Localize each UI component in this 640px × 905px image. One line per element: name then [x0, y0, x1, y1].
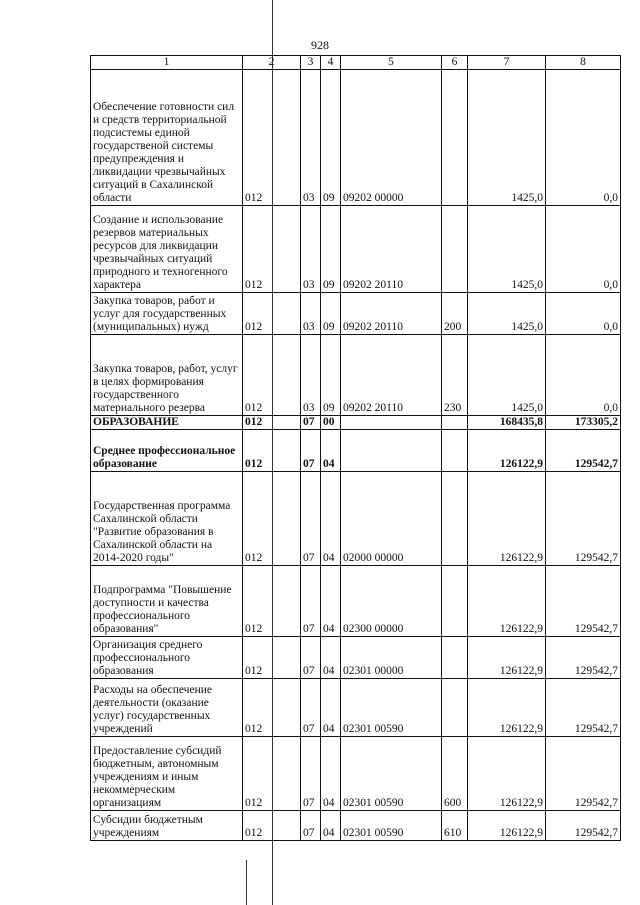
row-name: [91, 293, 243, 335]
amount-year-1: 126122,9: [468, 637, 546, 679]
section-code: 07: [301, 679, 321, 737]
target-article-code: 02301 00590: [341, 811, 442, 841]
target-article-code: 09202 20110: [341, 293, 442, 335]
expense-type-code: [442, 637, 468, 679]
subsection-code: 04: [321, 737, 341, 811]
subsection-code: 09: [321, 206, 341, 293]
row-name: [91, 737, 243, 811]
row-name-text: Предоставление субсидий бюджетным, автономным учреждениям и иным некоммерческим организациям: [93, 745, 222, 809]
expense-type-code: 610: [442, 811, 468, 841]
table-row: [91, 679, 621, 737]
row-name-text: Подпрограмма "Повышение доступности и качества профессионального образования": [93, 584, 232, 635]
amount-year-2: 0,0: [546, 335, 621, 416]
column-header-6: 6: [442, 56, 468, 70]
table-body: [91, 70, 621, 841]
subsection-code: 04: [321, 472, 341, 566]
amount-year-1: 126122,9: [468, 679, 546, 737]
table-row: [91, 566, 621, 637]
amount-year-2: 173305,2: [546, 416, 621, 430]
section-code: 03: [301, 206, 321, 293]
amount-year-2: 0,0: [546, 293, 621, 335]
ministry-code: 012: [243, 679, 301, 737]
row-name-text: ОБРАЗОВАНИЕ: [93, 416, 179, 428]
amount-year-1: 126122,9: [468, 737, 546, 811]
row-name: [91, 70, 243, 206]
table-row: [91, 70, 621, 206]
target-article-code: 09202 20110: [341, 335, 442, 416]
amount-year-1: 1425,0: [468, 206, 546, 293]
ministry-code: 012: [243, 737, 301, 811]
scan-artifact-line: [246, 860, 247, 905]
row-name-text: Закупка товаров, работ и услуг для государственных (муниципальных) нужд: [93, 295, 227, 333]
column-header-3: 3: [301, 56, 321, 70]
row-name: [91, 566, 243, 637]
amount-year-1: 1425,0: [468, 293, 546, 335]
expense-type-code: 230: [442, 335, 468, 416]
subsection-code: 04: [321, 679, 341, 737]
expense-type-code: [442, 416, 468, 430]
ministry-code: 012: [243, 416, 301, 430]
target-article-code: 09202 20110: [341, 206, 442, 293]
ministry-code: 012: [243, 472, 301, 566]
row-name: [91, 206, 243, 293]
row-name-text: Государственная программа Сахалинской области "Развитие образования в Сахалинской области на 2014-2020 годы": [93, 500, 231, 564]
target-article-code: 09202 00000: [341, 70, 442, 206]
section-code: 07: [301, 811, 321, 841]
header-row: [91, 56, 621, 70]
subsection-code: 09: [321, 70, 341, 206]
row-name-text: Среднее профессиональное образование: [93, 445, 236, 470]
section-code: 03: [301, 335, 321, 416]
amount-year-1: 126122,9: [468, 430, 546, 472]
ministry-code: 012: [243, 566, 301, 637]
row-name: [91, 472, 243, 566]
column-header-5: 5: [341, 56, 442, 70]
amount-year-1: 126122,9: [468, 472, 546, 566]
row-name: [91, 416, 243, 430]
budget-table: [90, 55, 621, 841]
amount-year-2: 129542,7: [546, 737, 621, 811]
expense-type-code: 600: [442, 737, 468, 811]
subsection-code: 04: [321, 811, 341, 841]
section-code: 07: [301, 566, 321, 637]
amount-year-2: 129542,7: [546, 430, 621, 472]
expense-type-code: [442, 206, 468, 293]
ministry-code: 012: [243, 335, 301, 416]
expense-type-code: [442, 472, 468, 566]
ministry-code: 012: [243, 293, 301, 335]
amount-year-1: 1425,0: [468, 70, 546, 206]
table-row: [91, 737, 621, 811]
row-name-text: Организация среднего профессионального образования: [93, 639, 203, 677]
amount-year-2: 129542,7: [546, 566, 621, 637]
row-name-text: Обеспечение готовности сил и средств территориальной подсистемы единой государственой системы предупреждения и ликвидации чрезвычайных ситуаций в Сахалинской области: [93, 101, 235, 204]
subsection-code: 09: [321, 293, 341, 335]
row-name: [91, 335, 243, 416]
section-code: 07: [301, 737, 321, 811]
row-name: [91, 430, 243, 472]
column-header-1: 1: [91, 56, 243, 70]
expense-type-code: 200: [442, 293, 468, 335]
table-row: [91, 206, 621, 293]
amount-year-2: 129542,7: [546, 637, 621, 679]
column-header-2: 2: [243, 56, 301, 70]
table-row: [91, 335, 621, 416]
amount-year-2: 0,0: [546, 70, 621, 206]
ministry-code: 012: [243, 430, 301, 472]
row-name: [91, 637, 243, 679]
table-row: [91, 416, 621, 430]
ministry-code: 012: [243, 637, 301, 679]
row-name: [91, 679, 243, 737]
amount-year-1: 126122,9: [468, 811, 546, 841]
expense-type-code: [442, 70, 468, 206]
section-code: 07: [301, 637, 321, 679]
amount-year-1: 1425,0: [468, 335, 546, 416]
subsection-code: 04: [321, 566, 341, 637]
ministry-code: 012: [243, 70, 301, 206]
section-code: 07: [301, 430, 321, 472]
amount-year-2: 129542,7: [546, 811, 621, 841]
amount-year-1: 126122,9: [468, 566, 546, 637]
section-code: 07: [301, 472, 321, 566]
column-header-7: 7: [468, 56, 546, 70]
expense-type-code: [442, 679, 468, 737]
section-code: 03: [301, 293, 321, 335]
ministry-code: 012: [243, 811, 301, 841]
amount-year-2: 0,0: [546, 206, 621, 293]
target-article-code: 02000 00000: [341, 472, 442, 566]
expense-type-code: [442, 566, 468, 637]
amount-year-2: 129542,7: [546, 679, 621, 737]
row-name-text: Создание и использование резервов материальных ресурсов для ликвидации чрезвычайных ситуаций природного и техногенного характера: [93, 214, 228, 291]
subsection-code: 00: [321, 416, 341, 430]
table-row: [91, 472, 621, 566]
column-header-8: 8: [546, 56, 621, 70]
target-article-code: 02301 00000: [341, 637, 442, 679]
table-row: [91, 430, 621, 472]
target-article-code: 02300 00000: [341, 566, 442, 637]
target-article-code: [341, 416, 442, 430]
row-name-text: Закупка товаров, работ, услуг в целях формирования государственного материального резерва: [93, 363, 238, 414]
ministry-code: 012: [243, 206, 301, 293]
table-row: [91, 637, 621, 679]
expense-type-code: [442, 430, 468, 472]
page-number: 928: [311, 38, 329, 52]
table-row: [91, 293, 621, 335]
subsection-code: 04: [321, 430, 341, 472]
target-article-code: 02301 00590: [341, 737, 442, 811]
table-row: [91, 811, 621, 841]
amount-year-2: 129542,7: [546, 472, 621, 566]
subsection-code: 04: [321, 637, 341, 679]
row-name-text: Расходы на обеспечение деятельности (оказание услуг) государственных учреждений: [93, 684, 212, 735]
row-name: [91, 811, 243, 841]
row-name-text: Субсидии бюджетным учреждениям: [93, 814, 203, 839]
amount-year-1: 168435,8: [468, 416, 546, 430]
subsection-code: 09: [321, 335, 341, 416]
column-header-4: 4: [321, 56, 341, 70]
target-article-code: 02301 00590: [341, 679, 442, 737]
target-article-code: [341, 430, 442, 472]
section-code: 03: [301, 70, 321, 206]
section-code: 07: [301, 416, 321, 430]
